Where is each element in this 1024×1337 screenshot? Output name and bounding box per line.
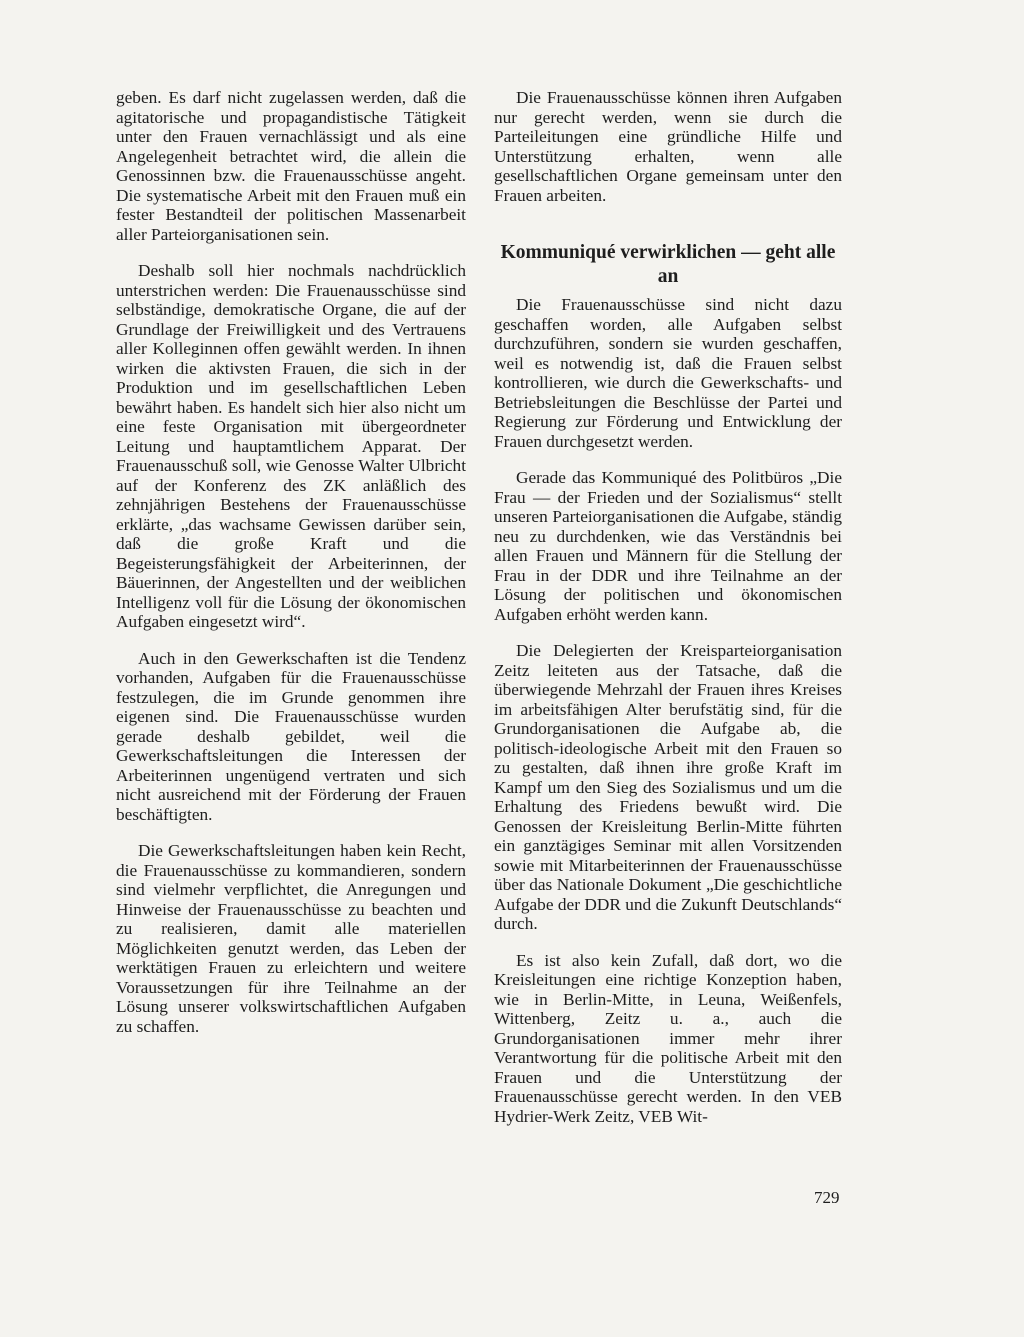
paragraph: Die Frauenausschüsse können ihren Aufgaben nur gerecht werden, wenn sie durch die Parteileitungen eine gründliche Hilfe und Unterstützung erhalten, wenn alle gesellschaftlichen Organe gemeinsam unter den Frauen arbeiten. — [494, 88, 842, 205]
paragraph: Es ist also kein Zufall, daß dort, wo die Kreisleitungen eine richtige Konzeption haben, wie in Berlin-Mitte, in Leuna, Weißenfels, Wittenberg, Zeitz u. a., auch die Grundorganisationen immer mehr ihrer Verantwortung für die politische Arbeit mit den Frauen und die Unterstützung der Frauenausschüsse gerecht werden. In den VEB Hydrier-Werk Zeitz, VEB Wit- — [494, 950, 842, 1126]
paragraph: Deshalb soll hier nochmals nachdrücklich unterstrichen werden: Die Frauenausschüsse sind selbständige, demokratische Organe, die auf der Grundlage der Freiwilligkeit und des Vertrauens aller Kolleginnen offen gewählt werden. In ihnen wirken die aktivsten Frauen, die sich in der Produktion und im gesellschaftlichen Leben bewährt haben. Es handelt sich hier also nicht um eine feste Organisation mit übergeordneter Leitung und hauptamtlichem Apparat. Der Frauenausschuß soll, wie Genosse Walter Ulbricht auf der Konferenz des ZK anläßlich des zehnjährigen Bestehens der Frauenausschüsse erklärte, „das wachsame Gewissen darüber sein, daß die große Kraft und die Begeisterungsfähigkeit der Arbeiterinnen, der Bäuerinnen, der Angestellten und der weiblichen Intelligenz voll für die Lösung der ökonomischen Aufgaben eingesetzt wird“. — [116, 261, 466, 631]
paragraph: Die Frauenausschüsse sind nicht dazu geschaffen worden, alle Aufgaben selbst durchzuführen, sondern sie wurden geschaffen, weil es notwendig ist, daß die Frauen selbst kontrollieren, wie durch die Gewerkschafts- und Betriebsleitungen die Beschlüsse der Partei und Regierung zur Förderung und Entwicklung der Frauen durchgesetzt werden. — [494, 295, 842, 451]
paragraph: geben. Es darf nicht zugelassen werden, daß die agitatorische und propagandistische Tätigkeit unter den Frauen vernachlässigt und als eine Angelegenheit betrachtet wird, die allein die Genossinnen bzw. die Frauenausschüsse angeht. Die systematische Arbeit mit den Frauen muß ein fester Bestandteil der politischen Massenarbeit aller Parteiorganisationen sein. — [116, 88, 466, 244]
page-number: 729 — [814, 1188, 840, 1207]
paragraph: Auch in den Gewerkschaften ist die Tendenz vorhanden, Aufgaben für die Frauenausschüsse festzulegen, die im Grunde genommen ihre eigenen sind. Die Frauenausschüsse wurden gerade deshalb gebildet, weil die Gewerkschaftsleitungen die Interessen der Arbeiterinnen ungenügend vertraten und sich nicht ausreichend mit der Förderung der Frauen beschäftigten. — [116, 648, 466, 824]
paragraph: Die Delegierten der Kreisparteiorganisation Zeitz leiteten aus der Tatsache, daß die überwiegende Mehrzahl der Frauen ihres Kreises im arbeitsfähigen Alter berufstätig sind, für die Grundorganisationen die Aufgabe ab, die politisch-ideologische Arbeit mit den Frauen so zu gestalten, daß ihnen ihre große Kraft im Kampf um den Sieg des Sozialismus und um die Erhaltung des Friedens bewußt wird. Die Genossen der Kreisleitung Berlin-Mitte führten ein ganztägiges Seminar mit allen Vorsitzenden sowie mit Mitarbeiterinnen der Frauenausschüsse über das Nationale Dokument „Die geschichtliche Aufgabe der DDR und die Zukunft Deutschlands“ durch. — [494, 641, 842, 933]
paragraph: Die Gewerkschaftsleitungen haben kein Recht, die Frauenausschüsse zu kommandieren, sondern sind vielmehr verpflichtet, die Anregungen und Hinweise der Frauenausschüsse zu beachten und zu realisieren, damit alle materiellen Möglichkeiten genutzt werden, das Leben der werktätigen Frauen zu erleichtern und weitere Voraussetzungen für ihre Teilnahme an der Lösung unserer volkswirtschaftlichen Aufgaben zu schaffen. — [116, 841, 466, 1036]
left-column — [116, 88, 466, 1053]
right-column — [494, 88, 842, 1143]
paragraph: Gerade das Kommuniqué des Politbüros „Die Frau — der Frieden und der Sozialismus“ stellt unseren Parteiorganisationen die Aufgabe, ständig neu zu durchdenken, wie das Verständnis bei allen Frauen und Männern für die Stellung der Frau in der DDR und ihre Teilnahme an der Lösung der politischen und ökonomischen Aufgaben erhöht werden kann. — [494, 468, 842, 624]
section-heading: Kommuniqué verwirklichen — geht alle an — [500, 242, 836, 287]
